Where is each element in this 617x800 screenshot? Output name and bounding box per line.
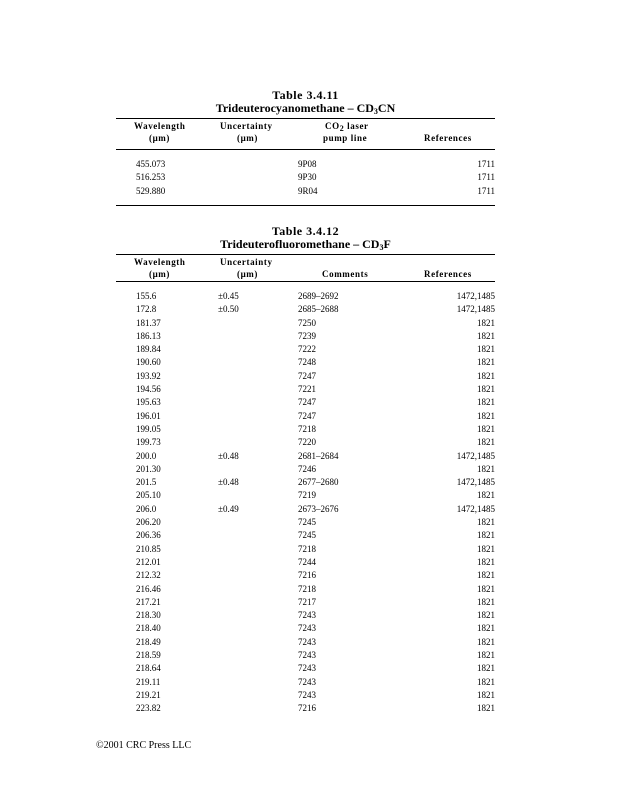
cell-uncertainty: ±0.45 <box>218 291 239 301</box>
table-row <box>116 370 495 383</box>
cell-wavelength: 200.0 <box>136 450 157 461</box>
cell-comment: 2689–2692 <box>298 291 339 301</box>
cell-references: 1821 <box>477 596 495 607</box>
cell-references: 1821 <box>477 384 495 395</box>
cell-comment: 7247 <box>298 370 316 381</box>
table-row <box>116 303 495 316</box>
cell-comment: 7217 <box>298 596 316 607</box>
cell-comment: 7243 <box>298 689 316 700</box>
cell-references: 1821 <box>477 570 495 581</box>
header-uncertainty: Uncertainty <box>220 121 273 131</box>
cell-references: 1821 <box>477 317 495 328</box>
cell-comment: 7216 <box>298 703 316 714</box>
cell-references: 1821 <box>477 623 495 634</box>
cell-comment: 7243 <box>298 636 316 647</box>
header-wavelength-unit: (μm) <box>149 133 170 143</box>
table-3-4-11 <box>116 89 495 206</box>
cell-comment: 7248 <box>298 357 316 368</box>
cell-references: 1821 <box>477 703 495 714</box>
cell-wavelength: 210.85 <box>136 543 161 554</box>
cell-references: 1472,1485 <box>456 304 495 315</box>
table-row <box>116 290 495 303</box>
cell-uncertainty: ±0.49 <box>218 503 239 514</box>
cell-wavelength: 218.30 <box>136 610 161 621</box>
cell-wavelength: 206.36 <box>136 530 161 541</box>
cell-wavelength: 172.8 <box>136 304 157 315</box>
table-row <box>116 330 495 343</box>
cell-comment: 7246 <box>298 463 316 474</box>
table-row <box>116 689 495 702</box>
table-row <box>116 609 495 622</box>
table-row <box>116 410 495 423</box>
cell-references: 1821 <box>477 583 495 594</box>
cell-references: 1711 <box>477 172 495 183</box>
cell-wavelength: 223.82 <box>136 703 161 714</box>
table-row <box>116 529 495 542</box>
cell-references: 1821 <box>477 437 495 448</box>
cell-wavelength: 217.21 <box>136 596 161 607</box>
header-uncertainty: Uncertainty <box>220 257 273 267</box>
cell-references: 1821 <box>477 610 495 621</box>
cell-wavelength: 516.253 <box>136 172 166 183</box>
cell-wavelength: 212.01 <box>136 556 161 567</box>
table-header <box>116 255 495 281</box>
header-wavelength-unit: (μm) <box>149 269 170 279</box>
cell-uncertainty: ±0.48 <box>218 450 239 461</box>
header-uncertainty-unit: (μm) <box>237 269 258 279</box>
cell-references: 1821 <box>477 490 495 501</box>
cell-comment: 2673–2676 <box>298 503 339 514</box>
table-row <box>116 662 495 675</box>
cell-references: 1821 <box>477 650 495 661</box>
table-row <box>116 503 495 516</box>
cell-comment: 7220 <box>298 437 316 448</box>
table-row <box>116 622 495 635</box>
header-pump: $CO_2$ laser <box>325 121 369 133</box>
table-row <box>116 569 495 582</box>
cell-comment: 7247 <box>298 410 316 421</box>
table-row <box>116 556 495 569</box>
header-uncertainty-unit: (μm) <box>237 133 258 143</box>
cell-comment: 7216 <box>298 570 316 581</box>
cell-wavelength: 455.073 <box>136 159 166 169</box>
cell-comment: 7243 <box>298 650 316 661</box>
cell-references: 1821 <box>477 517 495 528</box>
cell-references: 1821 <box>477 676 495 687</box>
cell-comment: 2681–2684 <box>298 450 339 461</box>
table-row <box>116 356 495 369</box>
cell-comment: 7245 <box>298 530 316 541</box>
cell-wavelength: 218.40 <box>136 623 161 634</box>
cell-wavelength: 218.49 <box>136 636 161 647</box>
table-row <box>116 636 495 649</box>
cell-wavelength: 219.11 <box>136 676 161 687</box>
copyright-footer: ©2001 CRC Press LLC <box>96 740 192 751</box>
cell-wavelength: 212.32 <box>136 570 161 581</box>
cell-references: 1821 <box>477 663 495 674</box>
cell-comment: 7219 <box>298 490 316 501</box>
cell-wavelength: 201.5 <box>136 477 157 488</box>
cell-wavelength: 216.46 <box>136 583 161 594</box>
cell-references: 1821 <box>477 423 495 434</box>
table-row <box>116 543 495 556</box>
cell-wavelength: 181.37 <box>136 317 161 328</box>
table-row <box>116 343 495 356</box>
table-row <box>116 649 495 662</box>
cell-wavelength: 189.84 <box>136 344 161 355</box>
cell-comment: 9P08 <box>298 159 317 169</box>
bottom-rule <box>116 205 495 206</box>
cell-comment: 7218 <box>298 543 316 554</box>
table-row <box>116 423 495 436</box>
cell-wavelength: 196.01 <box>136 410 161 421</box>
table-row <box>116 185 495 198</box>
cell-uncertainty: ±0.50 <box>218 304 239 315</box>
table-number: Table 3.4.11 <box>272 88 339 102</box>
table-number: Table 3.4.12 <box>271 224 340 238</box>
cell-wavelength: 199.73 <box>136 437 161 448</box>
cell-references: 1821 <box>477 344 495 355</box>
cell-references: 1821 <box>477 463 495 474</box>
cell-references: 1472,1485 <box>456 291 495 301</box>
table-row <box>116 436 495 449</box>
cell-comment: 7221 <box>298 384 316 395</box>
cell-wavelength: 219.21 <box>136 689 161 700</box>
cell-references: 1821 <box>477 543 495 554</box>
table-row <box>116 450 495 463</box>
table-row <box>116 596 495 609</box>
cell-wavelength: 218.59 <box>136 650 161 661</box>
cell-wavelength: 201.30 <box>136 463 161 474</box>
cell-references: 1821 <box>477 636 495 647</box>
table-row <box>116 476 495 489</box>
cell-wavelength: 193.92 <box>136 370 161 381</box>
table-row <box>116 383 495 396</box>
table-row <box>116 171 495 184</box>
cell-references: 1821 <box>477 689 495 700</box>
table-row <box>116 516 495 529</box>
cell-references: 1821 <box>477 556 495 567</box>
cell-comment: 7239 <box>298 330 316 341</box>
cell-wavelength: 206.20 <box>136 517 161 528</box>
cell-comment: 9P30 <box>298 172 317 183</box>
table-title: Trideuterofluoromethane – $CD_3F$ <box>220 237 391 252</box>
cell-references: 1472,1485 <box>456 450 495 461</box>
cell-wavelength: 190.60 <box>136 357 161 368</box>
table-title: Trideuterocyanomethane – $CD_3CN$ <box>215 101 396 116</box>
cell-wavelength: 529.880 <box>136 185 166 196</box>
table-row <box>116 317 495 330</box>
table-3-4-12 <box>116 225 495 716</box>
table-row <box>116 158 495 171</box>
header-wavelength: Wavelength <box>134 257 186 267</box>
cell-references: 1821 <box>477 370 495 381</box>
cell-references: 1711 <box>477 185 495 196</box>
header-pump-line: pump line <box>323 133 368 143</box>
cell-comment: 7243 <box>298 610 316 621</box>
header-references: References <box>424 133 472 143</box>
table-body <box>116 150 495 205</box>
cell-wavelength: 205.10 <box>136 490 161 501</box>
cell-references: 1821 <box>477 410 495 421</box>
header-wavelength: Wavelength <box>134 121 186 131</box>
cell-comment: 7222 <box>298 344 316 355</box>
table-header <box>116 119 495 149</box>
cell-wavelength: 186.13 <box>136 330 161 341</box>
cell-references: 1472,1485 <box>456 477 495 488</box>
table-row <box>116 463 495 476</box>
cell-references: 1821 <box>477 357 495 368</box>
cell-references: 1821 <box>477 397 495 408</box>
cell-comment: 2685–2688 <box>298 304 339 315</box>
cell-wavelength: 206.0 <box>136 503 157 514</box>
cell-references: 1821 <box>477 530 495 541</box>
cell-wavelength: 155.6 <box>136 291 157 301</box>
cell-references: 1472,1485 <box>456 503 495 514</box>
table-row <box>116 489 495 502</box>
cell-comment: 9R04 <box>298 185 318 196</box>
header-comments: Comments <box>322 269 369 279</box>
cell-comment: 7243 <box>298 663 316 674</box>
cell-uncertainty: ±0.48 <box>218 477 239 488</box>
cell-comment: 7244 <box>298 556 316 567</box>
table-row <box>116 676 495 689</box>
cell-comment: 7218 <box>298 423 316 434</box>
cell-comment: 7245 <box>298 517 316 528</box>
cell-wavelength: 195.63 <box>136 397 161 408</box>
cell-wavelength: 199.05 <box>136 423 161 434</box>
cell-wavelength: 194.56 <box>136 384 161 395</box>
cell-references: 1711 <box>477 159 495 169</box>
cell-comment: 7243 <box>298 676 316 687</box>
header-references: References <box>424 269 472 279</box>
cell-comment: 7218 <box>298 583 316 594</box>
cell-wavelength: 218.64 <box>136 663 161 674</box>
cell-references: 1821 <box>477 330 495 341</box>
table-row <box>116 702 495 715</box>
table-row <box>116 396 495 409</box>
cell-comment: 7247 <box>298 397 316 408</box>
cell-comment: 2677–2680 <box>298 477 339 488</box>
table-body <box>116 282 495 716</box>
table-row <box>116 583 495 596</box>
cell-comment: 7250 <box>298 317 316 328</box>
cell-comment: 7243 <box>298 623 316 634</box>
